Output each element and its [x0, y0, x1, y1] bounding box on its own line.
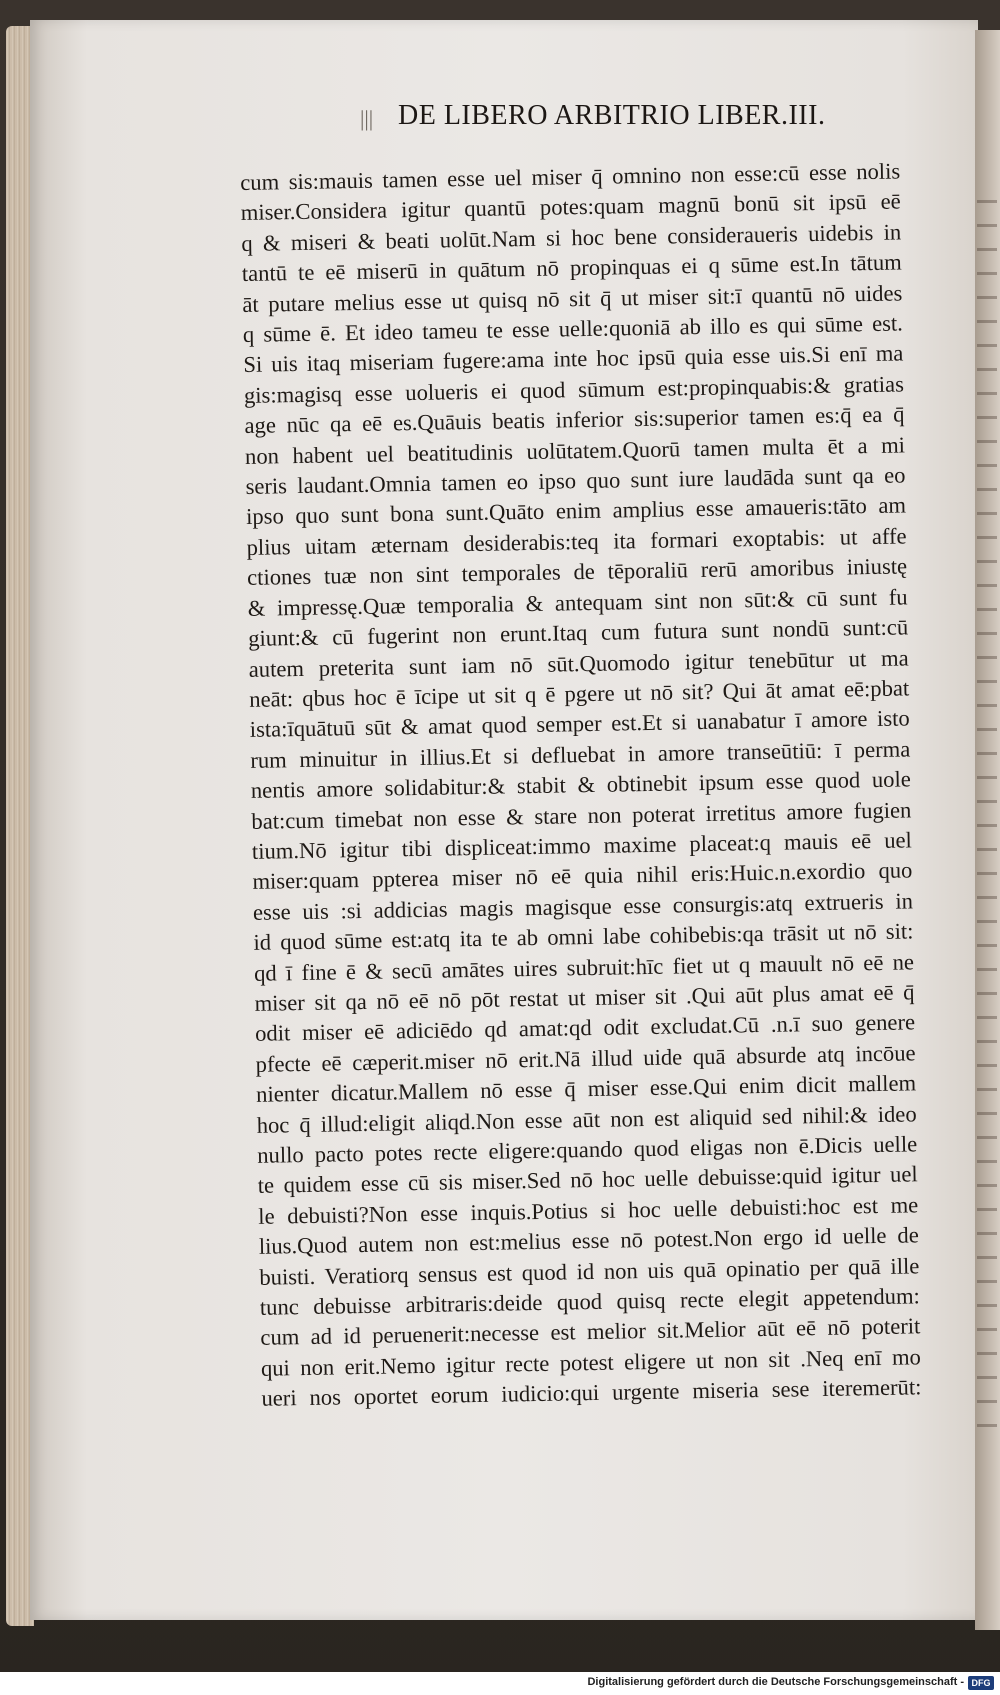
text-line: ctiones tuæ non sint temporales de tēporaliū rerū amoribus iniustę — [246, 553, 908, 591]
text-line: gis:magisq esse uolueris ei quod sūmum est:propinquabis:& gratias — [243, 371, 905, 408]
text-line: miser.Considera igitur quantū potes:quam magnū bonū sit ipsū eē — [240, 188, 901, 226]
text-line: & impressę.Quæ temporalia & antequam sint non sūt:& cū sunt fu — [247, 584, 908, 621]
text-line: miser sit qa nō eē nō pōt restat ut miser sit .Qui aūt plus amat eē q̄ — [254, 979, 915, 1016]
text-line: plius uitam æternam desiderabis:teq ita formari exoptabis: ut affe — [246, 523, 907, 560]
text-line: Si uis itaq miseriam fugere:ama inte hoc ipsū quia esse uis.Si enī ma — [243, 340, 904, 378]
text-line: ista:īquātuū sūt & amat quod semper est.Et si uanabatur ī amore isto — [249, 705, 910, 743]
text-line: miser:quam ppterea miser nō eē quia nihil eris:Huic.n.exordio quo — [252, 857, 913, 895]
text-line: ueri nos oportet eorum iudicio:qui urgente miseria sese iteremerūt: — [261, 1374, 922, 1412]
text-line: qui non erit.Nemo igitur recte potest eligere ut non sit .Neq enī mo — [260, 1344, 922, 1381]
text-line: age nūc qa eē es.Quāuis beatis inferior sis:superior tamen es:q̄ ea q̄ — [244, 401, 905, 439]
text-line: buisti. Veratiorq sensus est quod id non uis quā opinatio per quā ille — [259, 1252, 920, 1290]
body-text — [240, 156, 922, 1414]
adjacent-page — [975, 30, 1000, 1630]
head-mark: ||| — [360, 106, 374, 131]
text-line: rum minuitur in illius.Et si defluebat in amore transeūtiū: ī perma — [250, 736, 911, 773]
text-line: le debuisti?Non esse inquis.Potius si hoc uelle debuisti:hoc est me — [258, 1192, 919, 1229]
text-line: pfecte eē cæperit.miser nō erit.Nā illud uide quā absurde atq incōue — [255, 1040, 916, 1077]
text-line: nentis amore solidabitur:& stabit & obtinebit ipsum esse quod uole — [250, 766, 911, 804]
text-line: neāt: qbus hoc ē īcipe ut sit q ē pgere ut nō sit? Qui āt amat eē:pbat — [249, 675, 910, 712]
text-line: odit miser eē adiciēdo qd amat:qd odit excludat.Cū .n.ī suo genere — [254, 1009, 916, 1047]
dfg-logo: DFG — [968, 1676, 994, 1690]
text-line: esse uis :si addicias magis magisque esse consurgis:atq extrueris in — [252, 888, 914, 925]
text-line: tantū te eē miserū in quātum nō propinquas ei q sūme est.In tātum — [241, 249, 902, 287]
text-line: hoc q̄ illud:eligit aliqd.Non esse aūt non est aliquid sed nihil:& ideo — [256, 1100, 917, 1138]
text-line: lius.Quod autem non est:melius esse nō potest.Non ergo id uelle de — [258, 1222, 919, 1260]
text-line: ipso quo sunt bona sunt.Quāto enim amplius esse amaueris:tāto am — [245, 492, 907, 530]
text-line: cum ad id peruenerit:necesse est melior sit.Melior aūt eē nō poterit — [260, 1313, 921, 1351]
text-line: āt putare melius esse ut quisq nō sit q̄ ut miser sit:ī quantū nō uides — [242, 280, 903, 317]
text-line: giunt:& cū fugerint non erunt.Itaq cum futura sunt nondū sunt:cū — [247, 614, 909, 652]
text-line: autem preterita sunt iam nō sūt.Quomodo igitur tenebūtur ut ma — [248, 644, 909, 682]
text-line: bat:cum timebat non esse & stare non poterat irretitus amore fugien — [251, 796, 912, 834]
text-line: q sūme ē. Et ideo tameu te esse uelle:quoniā ab illo es qui sūme est. — [242, 310, 904, 348]
text-line: tium.Nō igitur tibi displiceat:immo maxime placeat:q mauis eē uel — [251, 827, 913, 864]
text-line: cum sis:mauis tamen esse uel miser q̄ omnino non esse:cū esse nolis — [240, 158, 901, 195]
footer-bar — [0, 1672, 1000, 1695]
text-line: q & miseri & beati uolūt.Nam si hoc bene consideraueris uidebis in — [241, 219, 902, 256]
text-line: nienter dicatur.Mallem nō esse q̄ miser esse.Qui enim dicit mallem — [255, 1070, 917, 1108]
text-line: nullo pacto potes recte eligere:quando quod eligas non ē.Dicis uelle — [257, 1131, 918, 1168]
text-line: non habent uel beatitudinis uolūtatem.Quorū tamen multa ēt a mi — [244, 432, 906, 469]
text-line: id quod sūme est:atq ita te ab omni labe cohibebis:qa trāsit ut nō sit: — [253, 918, 914, 956]
running-head: DE LIBERO ARBITRIO LIBER.III. — [398, 100, 826, 131]
text-line: tunc debuisse arbitraris:deide quod quisq recte elegit appetendum: — [259, 1283, 921, 1320]
text-line: qd ī fine ē & secū amātes uires subruit:hīc fiet ut q mauult nō eē ne — [253, 948, 915, 986]
footer-credit: Digitalisierung gefördert durch die Deutsche Forschungsgemeinschaft - — [587, 1676, 964, 1688]
text-line: te quidem esse cū sis miser.Sed nō hoc uelle debuisse:quid igitur uel — [257, 1161, 918, 1199]
text-line: seris laudant.Omnia tamen eo ipso quo sunt iure laudāda sunt qa eo — [245, 462, 906, 500]
